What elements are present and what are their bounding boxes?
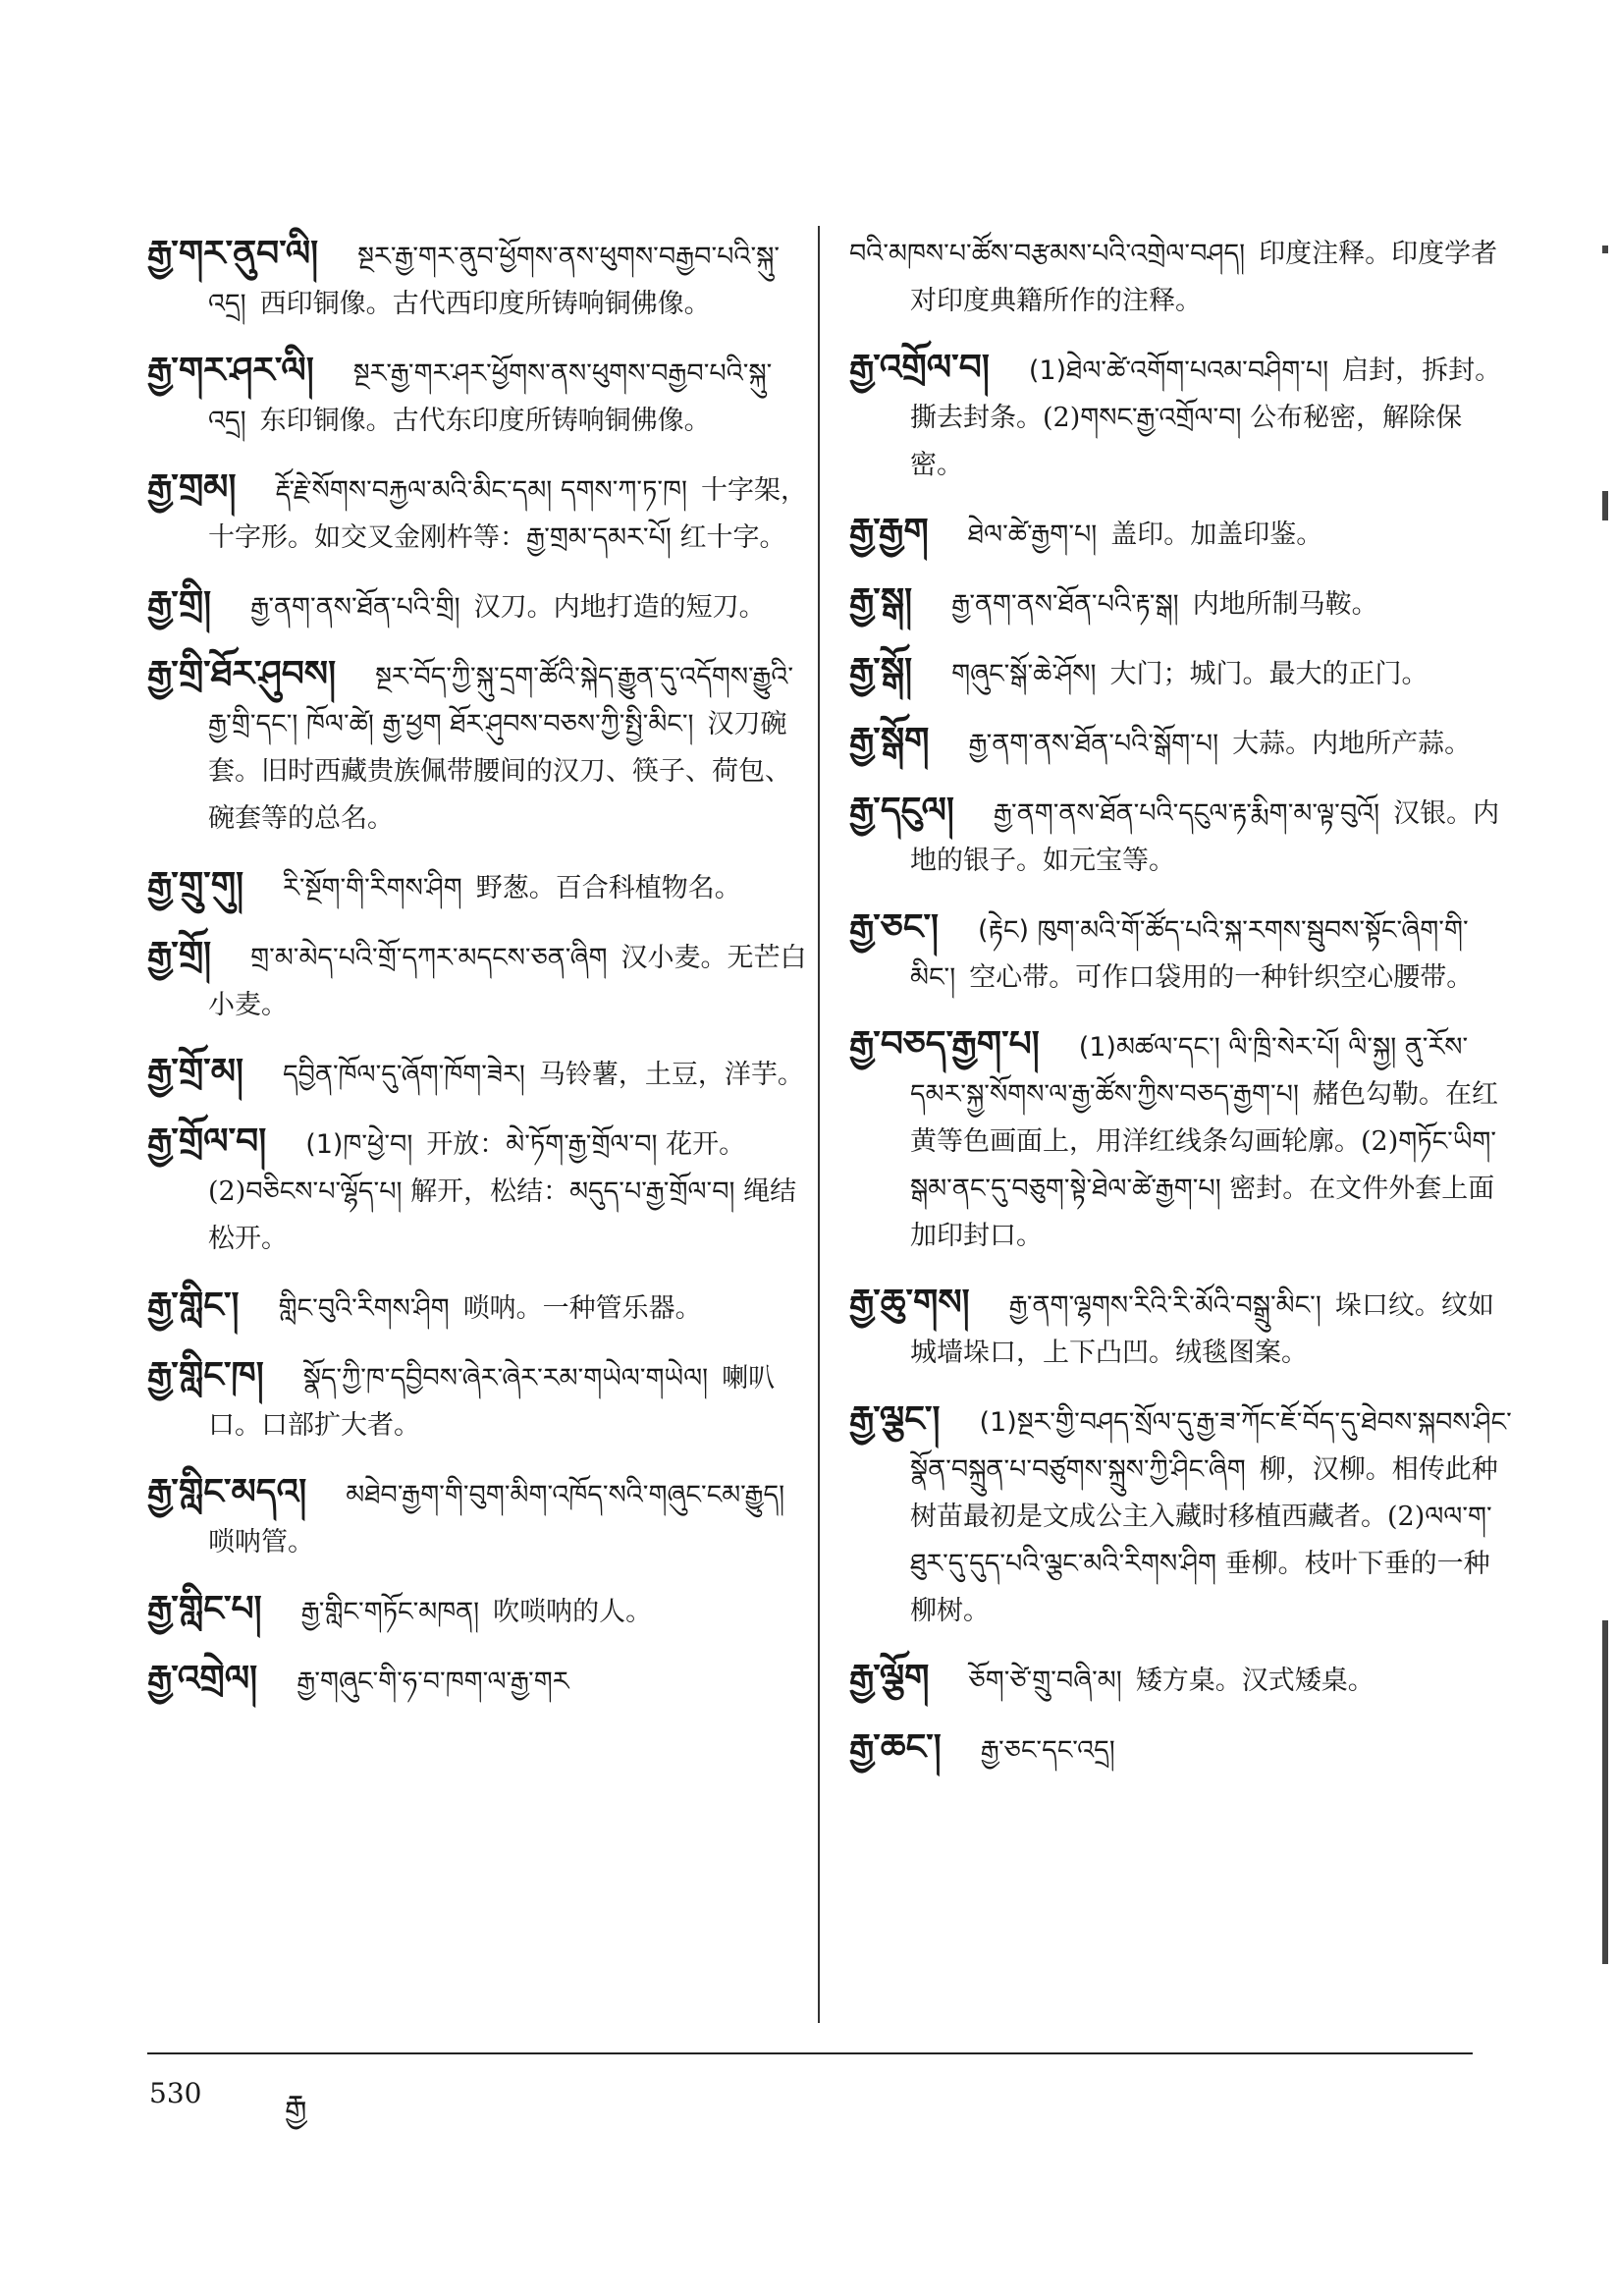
entry-chinese-definition: 垛口纹。纹如城墙垛口，上下凸凹。绒毯图案。 — [910, 1290, 1494, 1368]
entry-chinese-definition: 柳，汉柳。相传此种树苗最初是文成公主入藏时移植西藏者。(2)ལལ་ག་ཐུར་དུ་དུད་པའི་ལྕང་མའི་རིགས་ཤིག 垂柳。枝叶下垂的一种柳树。 — [910, 1454, 1498, 1626]
dictionary-entry — [147, 932, 810, 1029]
entry-tibetan-definition: སྔར་རྒྱ་གར་ཤར་ཕྱོགས་ནས་ཕུགས་བརྒྱབ་པའི་སྐུ་འདྲ། — [208, 358, 773, 436]
dictionary-entry — [147, 862, 810, 912]
entry-tibetan-definition: (1)ཁ་ཕྱེ་བ། — [305, 1129, 413, 1160]
entry-chinese-definition: 东印铜像。古代东印度所铸响铜佛像。 — [259, 406, 711, 436]
entry-tibetan-definition: གླིང་བུའི་རིགས་ཤིག — [278, 1293, 450, 1324]
dictionary-entry — [147, 1656, 810, 1706]
entry-tibetan-definition: རྒྱ་ནག་ལྷགས་རིའི་རི་མོའི་བསྒྲུ་མིང་། — [1008, 1290, 1321, 1321]
column-divider — [818, 226, 820, 2023]
dictionary-entry — [147, 465, 810, 562]
entry-headword: རྒྱ་རྒྱག — [849, 512, 929, 552]
entry-headword: རྒྱ་གླིང་། — [147, 1285, 240, 1326]
entry-tibetan-definition: ཐེལ་ཚེ་རྒྱག་པ། — [967, 519, 1098, 550]
dictionary-entry — [849, 578, 1512, 629]
entry-chinese-definition: 汉刀碗套。旧时西藏贵族佩带腰间的汉刀、筷子、荷包、碗套等的总名。 — [208, 709, 791, 834]
left-column — [147, 231, 810, 1725]
entry-chinese-definition: 马铃薯，土豆，洋芋。 — [538, 1060, 804, 1090]
entry-tibetan-definition: ཅོག་ཙེ་གྲུ་བཞི་མ། — [968, 1666, 1122, 1696]
entry-headword: རྒྱ་ཅང་། — [849, 907, 940, 948]
entry-headword: རྒྱ་གྲི། — [147, 584, 212, 625]
entry-chinese-definition: 唢呐。一种管乐器。 — [462, 1293, 702, 1324]
entry-headword: རྒྱ་གར་ནུབ་ལི། — [147, 234, 319, 274]
dictionary-entry — [147, 1352, 810, 1449]
entry-chinese-definition: 吹唢呐的人。 — [493, 1597, 653, 1627]
dictionary-entry — [849, 231, 1512, 325]
footer-rule — [147, 2052, 1473, 2054]
dictionary-entry — [147, 231, 810, 328]
entry-headword: རྒྱ་གླིང་ཁ། — [147, 1355, 264, 1395]
entry-headword: རྒྱ་གྲོལ་བ། — [147, 1121, 267, 1162]
entry-headword: རྒྱ་བཅད་རྒྱག་པ། — [849, 1024, 1040, 1065]
entry-chinese-definition: 大蒜。内地所产蒜。 — [1232, 729, 1472, 759]
entry-tibetan-definition: རྒྱ་གཞུང་གི་ཧ་བ་ཁག་ལ་རྒྱ་གར — [296, 1667, 569, 1697]
dictionary-entry — [147, 581, 810, 631]
dictionary-entry — [147, 651, 810, 843]
dictionary-entry — [849, 509, 1512, 559]
entry-chinese-definition: 野葱。百合科植物名。 — [475, 873, 741, 903]
entry-headword: རྒྱ་སྒོ། — [849, 651, 913, 691]
entry-tibetan-definition: (1)མཚལ་དང་། ལི་ཁྲི་སེར་པོ། ལི་སྐྱ། ནུ་རོས་དམར་སྐྱ་སོགས་ལ་རྒྱ་ཚོས་ཀྱིས་བཅད་རྒྱག་པ། — [910, 1032, 1469, 1110]
entry-chinese-definition: 喇叭口。口部扩大者。 — [208, 1363, 776, 1441]
entry-tibetan-definition: རྒྱ་ནག་ནས་ཐོན་པའི་སྒོག་པ། — [968, 729, 1219, 759]
entry-tibetan-definition: དབྱིན་ཁོལ་དུ་ཞོག་ཁོག་ཟེར། — [283, 1060, 525, 1090]
dictionary-entry — [849, 718, 1512, 768]
entry-tibetan-definition: (1)སྔར་གྱི་བཤད་སྲོལ་དུ་རྒྱ་ཟ་ཀོང་ཇོ་བོད་དུ་ཐེབས་སྐབས་ཤིང་སྣོན་བསྐྲུན་པ་བཙུགས་སྐྲུས་ཀྱི་ཤིང་ཞིག — [910, 1407, 1512, 1485]
entry-tibetan-definition: (རྟེང) ཁུག་མའི་གོ་ཚོད་པའི་སྐ་རགས་སྦུབས་སྟོང་ཞིག་གི་མིང་། — [910, 915, 1469, 993]
entry-chinese-definition: 内地所制马鞍。 — [1192, 589, 1378, 620]
dictionary-entry — [147, 1049, 810, 1099]
entry-headword: རྒྱ་ལྕོག — [849, 1658, 930, 1698]
entry-headword: རྒྱ་གྲོ། — [147, 935, 212, 975]
entry-tibetan-definition: མཐེབ་རྒྱག་གི་བུག་མིག་འཁོད་སའི་གཞུང་ངམ་རྒྱུད། — [346, 1480, 785, 1510]
entry-chinese-definition: 印度注释。印度学者对印度典籍所作的注释。 — [910, 239, 1498, 316]
dictionary-entry — [849, 1655, 1512, 1705]
dictionary-entry — [849, 1280, 1512, 1377]
entry-headword: རྒྱ་གྲུ་གུ། — [147, 865, 244, 905]
entry-tibetan-definition: གྲ་མ་མེད་པའི་གྲོ་དཀར་མདངས་ཅན་ཞིག — [250, 943, 608, 973]
dictionary-entry — [849, 1396, 1512, 1635]
dictionary-entry — [849, 1724, 1512, 1775]
entry-headword: རྒྱ་སྒ། — [849, 581, 913, 622]
entry-chinese-definition: 十字架，十字形。如交叉金刚杵等：རྒྱ་གྲམ་དམར་པོ། 红十字。 — [208, 475, 807, 553]
edge-mark — [1602, 246, 1608, 253]
dictionary-entry — [147, 348, 810, 445]
dictionary-entry — [849, 648, 1512, 698]
entry-tibetan-definition: རྡོ་རྗེ་སོགས་བརྐྱལ་མའི་མིང་དམ། དགས་ཀ་ཏ་ཁ། — [275, 475, 687, 506]
edge-mark — [1602, 491, 1608, 520]
entry-tibetan-definition: སྔར་རྒྱ་གར་ནུབ་ཕྱོགས་ནས་ཕུགས་བརྒྱབ་པའི་སྐུ་འདྲ། — [208, 242, 781, 319]
entry-headword: རྒྱ་གར་ཤར་ལི། — [147, 351, 314, 391]
entry-chinese-definition: 唢呐管。 — [208, 1527, 314, 1558]
entry-headword: རྒྱ་གླིང་མདའ། — [147, 1472, 307, 1512]
entry-tibetan-definition: རྒྱ་ནག་ནས་ཐོན་པའི་གྲི། — [250, 592, 460, 623]
entry-headword: རྒྱ་གྲོ་མ། — [147, 1052, 243, 1092]
edge-mark — [1602, 1620, 1608, 1964]
entry-chinese-definition: 盖印。加盖印鉴。 — [1110, 519, 1323, 550]
dictionary-entry — [849, 788, 1512, 885]
entry-tibetan-definition: རྒྱ་ཅང་དང་འདྲ། — [980, 1735, 1115, 1766]
entry-headword: རྒྱ་ལྕང་། — [849, 1399, 941, 1440]
dictionary-entry — [147, 1283, 810, 1333]
dictionary-entry — [147, 1586, 810, 1636]
entry-tibetan-definition: རྒྱ་ནག་ནས་ཐོན་པའི་དངུལ་རྟ་རྨིག་མ་ལྟ་བུའོ། — [993, 798, 1380, 829]
entry-tibetan-definition: བའི་མཁས་པ་ཚོས་བརྩམས་པའི་འགྲེལ་བཤད། — [849, 239, 1246, 269]
entry-tibetan-definition: སྔར་བོད་ཀྱི་སྐུ་དྲག་ཚོའི་སྐེད་རྒྱུན་དུ་འདོགས་རྒྱུའི་རྒྱ་གྲི་དང་། ཁོལ་ཚེ། རྒྱ་ཕྱག ཐོར་ཤུབས་བཅས་ཀྱི་སྤྱི་མིང་། — [208, 662, 794, 739]
entry-chinese-definition: 赭色勾勒。在红黄等色画面上，用洋红线条勾画轮廓。(2)གཏོང་ཡིག་སྒམ་ནང་དུ་བཅུག་སྟེ་ཐེལ་ཚེ་རྒྱག་པ། 密封。在文件外套上面加印封口。 — [910, 1079, 1498, 1251]
entry-chinese-definition: 西印铜像。古代西印度所铸响铜佛像。 — [259, 289, 711, 319]
entry-chinese-definition: 空心带。可作口袋用的一种针织空心腰带。 — [969, 962, 1474, 993]
entry-headword: རྒྱ་འགྲོལ་བ། — [849, 348, 990, 388]
dictionary-entry — [147, 1119, 810, 1263]
entry-headword: རྒྱ་གྲམ། — [147, 467, 237, 508]
entry-headword: རྒྱ་ཆང་། — [849, 1727, 942, 1768]
dictionary-entry — [849, 904, 1512, 1002]
entry-tibetan-definition: (1)ཐེལ་ཚེ་འགོག་པའམ་བཤིག་པ། — [1028, 355, 1329, 386]
dictionary-entry — [849, 345, 1512, 489]
entry-headword: རྒྱ་དངུལ། — [849, 791, 954, 831]
entry-chinese-definition: 汉刀。内地打造的短刀。 — [473, 592, 766, 623]
entry-headword: རྒྱ་གླིང་པ། — [147, 1589, 262, 1629]
entry-tibetan-definition: རྒྱ་ནག་ནས་ཐོན་པའི་རྟ་སྒ། — [951, 589, 1179, 620]
entry-tibetan-definition: རི་སྔོག་གི་རིགས་ཤིག — [283, 873, 462, 903]
entry-chinese-definition: 开放：མེ་ཏོག་རྒྱ་གྲོལ་བ། 花开。(2)བཅིངས་པ་ལྷོད་པ། 解开，松结：མདུད་པ་རྒྱ་གྲོལ་བ། 绳结松开。 — [208, 1129, 797, 1254]
entry-chinese-definition: 汉银。内地的银子。如元宝等。 — [910, 798, 1500, 876]
dictionary-entry — [147, 1469, 810, 1566]
page-letter: རྒྱ — [285, 2088, 307, 2125]
entry-chinese-definition: 汉小麦。无芒白小麦。 — [208, 943, 807, 1020]
entry-headword: རྒྱ་འགྲེལ། — [147, 1659, 258, 1699]
entry-chinese-definition: 启封，拆封。撕去封条。(2)གསང་རྒྱ་འགྲོལ་བ། 公布秘密，解除保密。 — [910, 355, 1502, 480]
entry-tibetan-definition: སྣོད་ཀྱི་ཁ་དབྱིབས་ཞེར་ཞེར་རམ་གཡེལ་གཡེལ། — [302, 1363, 709, 1394]
entry-chinese-definition: 矮方桌。汉式矮桌。 — [1135, 1666, 1374, 1696]
entry-headword: རྒྱ་ཆུ་གས། — [849, 1283, 970, 1323]
entry-tibetan-definition: གཞུང་སྒོ་ཆེ་ཤོས། — [951, 659, 1097, 689]
page-number: 530 — [149, 2077, 202, 2109]
entry-tibetan-definition: རྒྱ་གླིང་གཏོང་མཁན། — [300, 1597, 480, 1627]
entry-headword: རྒྱ་གྲི་ཐོར་ཤུབས། — [147, 654, 337, 694]
dictionary-entry — [849, 1021, 1512, 1260]
entry-headword: རྒྱ་སྒོག — [849, 721, 930, 761]
right-column — [849, 231, 1512, 1794]
entry-chinese-definition: 大门；城门。最大的正门。 — [1109, 659, 1428, 689]
